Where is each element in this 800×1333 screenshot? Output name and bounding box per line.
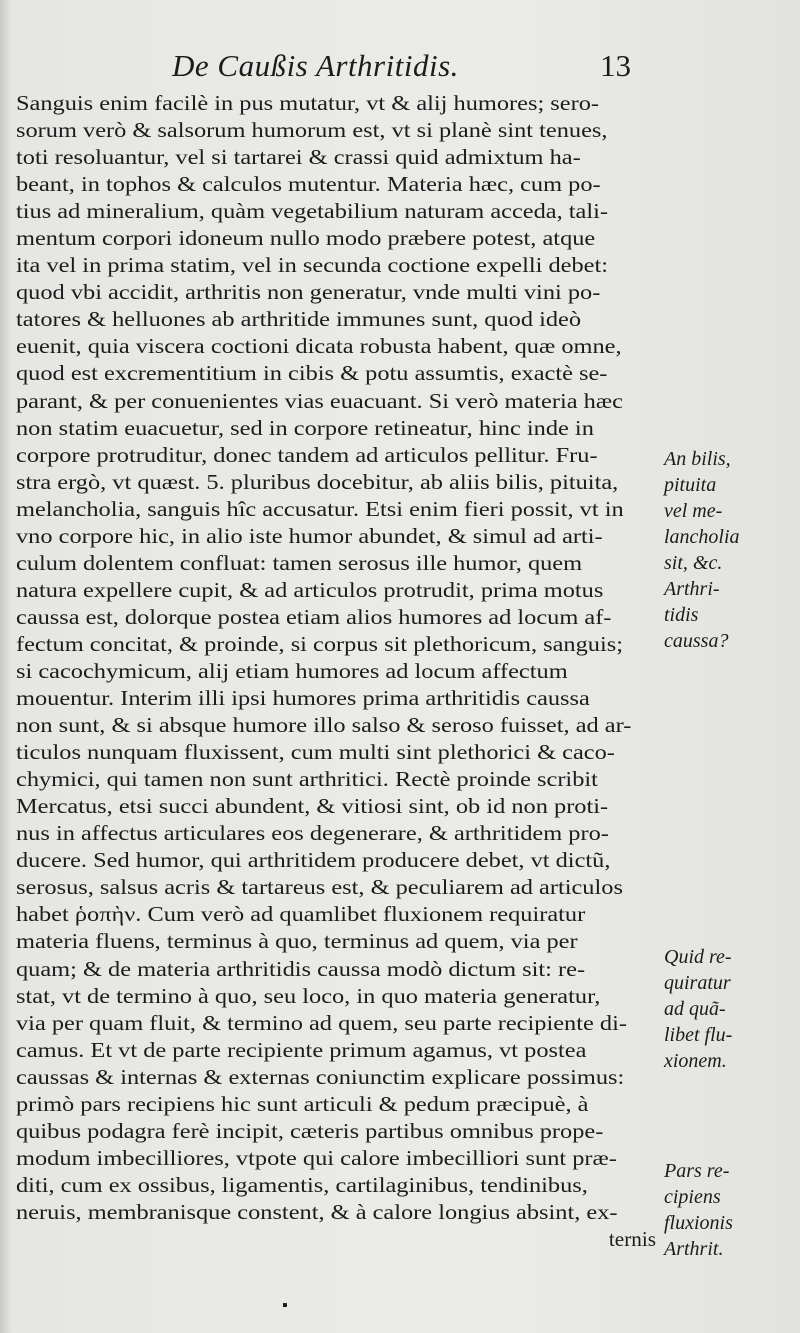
- main-text-block: [16, 90, 662, 1253]
- marginal-note-bilis: [664, 446, 796, 654]
- text-line: quod est excrementitium in cibis & potu assumtis, exactè se-: [16, 361, 608, 386]
- text-line: camus. Et vt de parte recipiente primum agamus, vt postea: [16, 1037, 587, 1062]
- text-line: ticulos nunquam fluxissent, cum multi sint plethorici & caco-: [16, 740, 615, 765]
- marginal-note-fluxio: [664, 944, 796, 1074]
- text-line: ita vel in prima statim, vel in secunda coctione expelli debet:: [16, 253, 609, 278]
- text-line: culum dolentem confluat: tamen serosus ille humor, quem: [16, 550, 583, 575]
- text-line: fectum concitat, & proinde, si corpus sit plethoricum, sanguis;: [16, 631, 624, 656]
- text-line: toti resoluantur, vel si tartarei & crassi quid admixtum ha-: [16, 145, 581, 170]
- text-line: chymici, qui tamen non sunt arthritici. Rectè proinde scribit: [16, 767, 598, 792]
- text-line: via per quam fluit, & termino ad quem, seu parte recipiente di-: [16, 1010, 627, 1035]
- page-number: 13: [600, 48, 631, 83]
- text-line: corpore protruditur, donec tandem ad articulos pellitur. Fru-: [16, 442, 598, 467]
- text-line: tatores & helluones ab arthritide immunes sunt, quod ideò: [16, 307, 582, 332]
- marginal-note-line: tidis: [664, 604, 699, 626]
- marginal-note-line: Arthrit.: [664, 1238, 724, 1260]
- signature-mark: ▪: [282, 1297, 288, 1314]
- text-line: sorum verò & salsorum humorum est, vt si planè sint tenues,: [16, 118, 608, 143]
- marginal-note-line: pituita: [664, 474, 717, 496]
- marginal-note-line: Quid re-: [664, 946, 732, 968]
- text-line: nus in affectus articulares eos degenerare, & arthritidem pro-: [16, 821, 609, 846]
- text-line: ducere. Sed humor, qui arthritidem producere debet, vt dictũ,: [16, 848, 611, 873]
- text-line: modum imbecilliores, vtpote qui calore imbecilliori sunt præ-: [16, 1145, 617, 1170]
- marginal-note-line: libet flu-: [664, 1024, 733, 1046]
- text-line: si cacochymicum, alij etiam humores ad locum affectum: [16, 658, 568, 683]
- marginal-note-line: vel me-: [664, 500, 723, 522]
- text-line: caussas & internas & externas coniunctim explicare possimus:: [16, 1064, 625, 1089]
- text-line: beant, in tophos & calculos mutentur. Materia hæc, cum po-: [16, 172, 601, 197]
- text-line: neruis, membranisque constent, & à calore longius absint, ex-: [16, 1199, 618, 1224]
- text-line: vno corpore hic, in alio iste humor abundet, & simul ad arti-: [16, 523, 603, 548]
- text-line: mouentur. Interim illi ipsi humores prima arthritidis caussa: [16, 686, 590, 711]
- marginal-note-line: sit, &c.: [664, 552, 723, 574]
- text-line: natura expellere cupit, & ad articulos protrudit, prima motus: [16, 577, 604, 602]
- text-line: stat, vt de termino à quo, seu loco, in quo materia generatur,: [16, 983, 601, 1008]
- text-line: caussa est, dolorque postea etiam alios humores ad locum af-: [16, 604, 612, 629]
- text-line: quibus podagra ferè incipit, cæteris partibus omnibus prope-: [16, 1118, 604, 1143]
- marginal-note-line: Arthri-: [664, 578, 720, 600]
- text-line: quam; & de materia arthritidis caussa modò dictum sit: re-: [16, 956, 586, 981]
- marginal-note-line: caussa?: [664, 630, 729, 652]
- text-line: Sanguis enim facilè in pus mutatur, vt & alij humores; sero-: [16, 91, 600, 115]
- marginal-note-line: lancholia: [664, 526, 740, 548]
- text-line: melancholia, sanguis hîc accusatur. Etsi enim fieri possit, vt in: [16, 496, 624, 521]
- marginal-note-pars-recipiens: [664, 1158, 796, 1262]
- marginal-note-line: cipiens: [664, 1186, 721, 1208]
- text-line: non statim euacuetur, sed in corpore retineatur, hinc inde in: [16, 415, 594, 440]
- text-line: parant, & per conuenientes vias euacuant. Si verò materia hæc: [16, 388, 623, 413]
- text-line: mentum corpori idoneum nullo modo præbere potest, atque: [16, 226, 596, 251]
- text-line: primò pars recipiens hic sunt articuli & pedum præcipuè, à: [16, 1091, 589, 1116]
- text-line: diti, cum ex ossibus, ligamentis, cartilaginibus, tendinibus,: [16, 1172, 588, 1197]
- marginal-note-line: An bilis,: [664, 448, 731, 470]
- text-line: habet ῥοπὴν. Cum verò ad quamlibet fluxionem requiratur: [16, 902, 586, 927]
- marginal-note-line: xionem.: [664, 1050, 727, 1072]
- marginal-note-line: quiratur: [664, 972, 731, 994]
- text-line: materia fluens, terminus à quo, terminus ad quem, via per: [16, 929, 578, 954]
- catchword: ternis: [608, 1226, 656, 1251]
- page-header: [0, 46, 800, 88]
- marginal-note-line: fluxionis: [664, 1212, 733, 1234]
- marginal-note-line: Pars re-: [664, 1160, 730, 1182]
- marginal-note-line: ad quã-: [664, 998, 726, 1020]
- text-line: euenit, quia viscera coctioni dicata robusta habent, quæ omne,: [16, 334, 622, 359]
- text-line: Mercatus, etsi succi abundent, & vitiosi sint, ob id non proti-: [16, 794, 609, 819]
- text-line: serosus, salsus acris & tartareus est, & peculiarem ad articulos: [16, 875, 623, 900]
- text-line: tius ad mineralium, quàm vegetabilium naturam acceda, tali-: [16, 199, 609, 224]
- running-title: De Caußis Arthritidis.: [172, 48, 459, 83]
- text-line: stra ergò, vt quæst. 5. pluribus docebitur, ab aliis bilis, pituita,: [16, 469, 619, 494]
- text-line: non sunt, & si absque humore illo salso & seroso fuisset, ad ar-: [16, 713, 632, 738]
- text-line: quod vbi accidit, arthritis non generatur, vnde multi vini po-: [16, 280, 601, 305]
